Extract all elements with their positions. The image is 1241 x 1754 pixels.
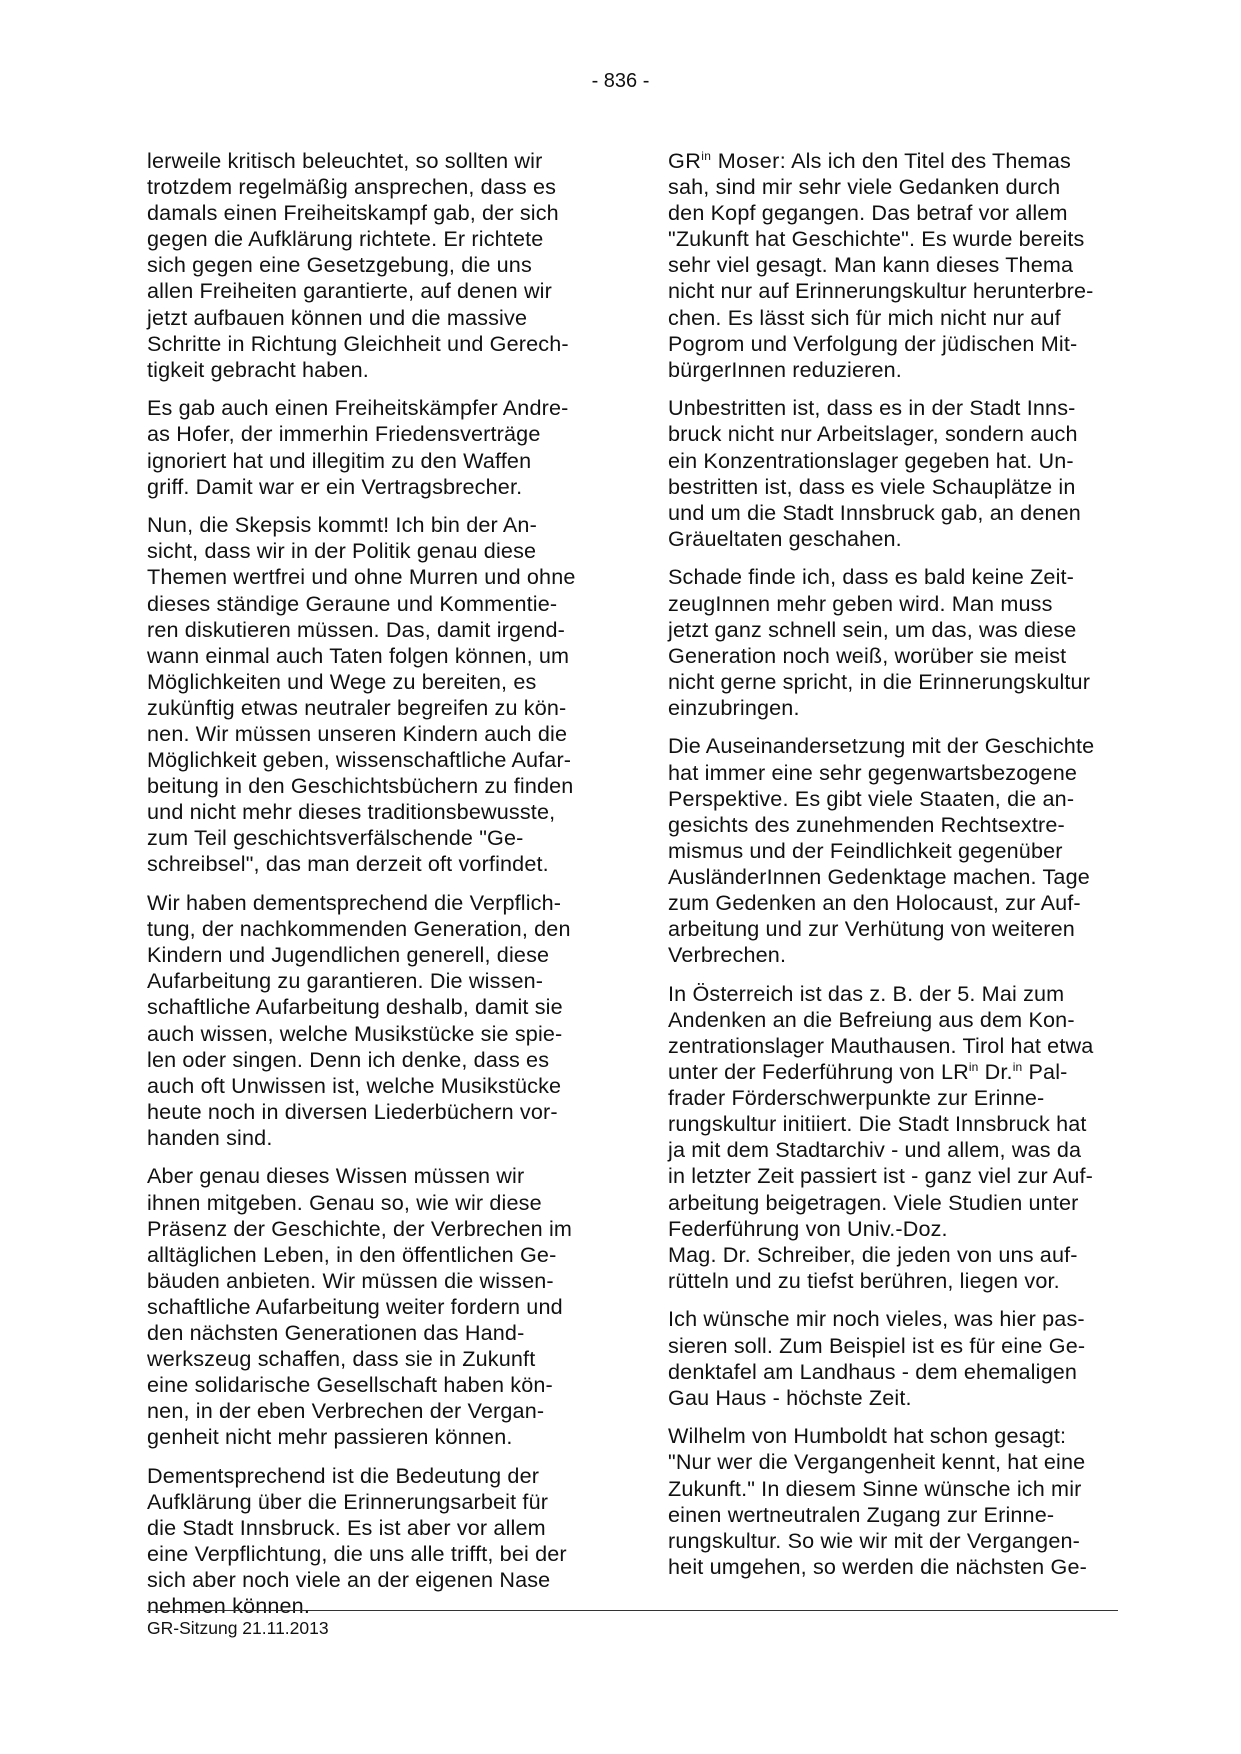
paragraph	[668, 395, 1123, 552]
paragraph-line: sehr viel gesagt. Man kann dieses Thema	[668, 252, 1074, 278]
paragraph-line: schreibsel", das man derzeit oft vorfindet.	[147, 851, 549, 877]
right-column	[668, 148, 1123, 1592]
paragraph-line: schaftliche Aufarbeitung deshalb, damit sie	[147, 994, 563, 1020]
paragraph-line: nicht gerne spricht, in die Erinnerungskultur	[668, 668, 1091, 694]
paragraph	[668, 1306, 1123, 1410]
paragraph-line: eine Verpflichtung, die uns alle trifft, bei der	[147, 1541, 567, 1567]
paragraph-line: zentrationslager Mauthausen. Tirol hat etwa	[668, 1033, 1094, 1058]
paragraph-line: den nächsten Generationen das Hand-	[147, 1320, 525, 1346]
paragraph-line: Schade finde ich, dass es bald keine Zeit-	[668, 564, 1075, 590]
paragraph	[147, 148, 602, 383]
paragraph	[147, 1463, 602, 1620]
paragraph-line: jetzt ganz schnell sein, um das, was diese	[668, 616, 1077, 642]
austria-paragraph	[668, 981, 1123, 1294]
paragraph-line: Dementsprechend ist die Bedeutung der	[147, 1463, 540, 1488]
paragraph-line: ihnen mitgeben. Genau so, wie wir diese	[147, 1189, 542, 1215]
paragraph	[147, 395, 602, 499]
paragraph-line: Aufklärung über die Erinnerungsarbeit für	[147, 1489, 549, 1515]
paragraph-line: Nun, die Skepsis kommt! Ich bin der An-	[147, 512, 537, 538]
paragraph-line: trotzdem regelmäßig ansprechen, dass es	[147, 174, 557, 200]
paragraph-line: gesichts des zunehmenden Rechtsextre-	[668, 811, 1065, 837]
paragraph-line: chen. Es lässt sich für mich nicht nur auf	[668, 304, 1061, 330]
paragraph-line: bürgerInnen reduzieren.	[668, 356, 902, 382]
paragraph-line: hat immer eine sehr gegenwartsbezogene	[668, 759, 1078, 785]
paragraph-line: Federführung von Univ.-Doz.	[668, 1215, 948, 1241]
paragraph-line	[668, 148, 1123, 174]
lr-sup: in	[968, 1060, 979, 1075]
paragraph-line: zum Teil geschichtsverfälschende "Ge-	[147, 825, 524, 851]
paragraph-line: Mag. Dr. Schreiber, die jeden von uns auf-	[668, 1241, 1078, 1267]
paragraph-line: arbeitung und zur Verhütung von weiteren	[668, 916, 1075, 942]
paragraph-line: bestritten ist, dass es viele Schauplätze in	[668, 473, 1076, 499]
paragraph-line: Möglichkeit geben, wissenschaftliche Aufar-	[147, 747, 572, 773]
dr-sup: in	[1012, 1060, 1023, 1075]
paragraph-line: Wilhelm von Humboldt hat schon gesagt:	[668, 1423, 1067, 1449]
footer-session: GR-Sitzung 21.11.2013	[147, 1618, 329, 1638]
paragraph-line: Themen wertfrei und ohne Murren und ohne	[147, 564, 576, 590]
paragraph-line: nen. Wir müssen unseren Kindern auch die	[147, 720, 568, 746]
paragraph-line: Andenken an die Befreiung aus dem Kon-	[668, 1006, 1075, 1032]
paragraph-line: Gau Haus - höchste Zeit.	[668, 1384, 912, 1410]
speaker-title: GR	[668, 148, 702, 173]
speaker-line-rest: Als ich den Titel des Themas	[786, 148, 1071, 173]
paragraph-line: tung, der nachkommenden Generation, den	[147, 916, 571, 942]
paragraph-line: damals einen Freiheitskampf gab, der sich	[147, 200, 559, 226]
paragraph-line: Kindern und Jugendlichen generell, diese	[147, 942, 550, 968]
paragraph-line: sah, sind mir sehr viele Gedanken durch	[668, 174, 1061, 200]
left-column	[147, 148, 602, 1632]
footer-divider	[147, 1610, 1118, 1611]
speaker-name: Moser:	[711, 148, 787, 173]
paragraph-line: nen, in der eben Verbrechen der Vergan-	[147, 1398, 545, 1424]
paragraph-line: rütteln und zu tiefst berühren, liegen vor.	[668, 1267, 1060, 1293]
paragraph-line: Generation noch weiß, worüber sie meist	[668, 642, 1067, 668]
paragraph-line: sicht, dass wir in der Politik genau diese	[147, 538, 537, 564]
paragraph-line: denktafel am Landhaus - dem ehemaligen	[668, 1358, 1078, 1384]
paragraph-line: zeugInnen mehr geben wird. Man muss	[668, 590, 1053, 616]
paragraph-line: zukünftig etwas neutraler begreifen zu kön-	[147, 694, 567, 720]
paragraph-line: und um die Stadt Innsbruck gab, an denen	[668, 499, 1081, 525]
dr-text: Dr.	[978, 1059, 1013, 1085]
paragraph-line: rungskultur. So wie wir mit der Vergangen-	[668, 1527, 1080, 1553]
paragraph-line: handen sind.	[147, 1124, 273, 1150]
paragraph-line: auch wissen, welche Musikstücke sie spie-	[147, 1020, 563, 1046]
paragraph-line: Präsenz der Geschichte, der Verbrechen im	[147, 1215, 573, 1241]
paragraph-line: ignoriert hat und illegitim zu den Waffen	[147, 447, 532, 473]
paragraph-line: Zukunft." In diesem Sinne wünsche ich mir	[668, 1475, 1082, 1501]
paragraph-line: werkszeug schaffen, dass sie in Zukunft	[147, 1346, 536, 1372]
paragraph-line: und nicht mehr dieses traditionsbewusste,	[147, 799, 556, 825]
paragraph-line: beitung in den Geschichtsbüchern zu finden	[147, 773, 574, 799]
paragraph-line: "Zukunft hat Geschichte". Es wurde bereits	[668, 226, 1085, 252]
paragraph-line: heit umgehen, so werden die nächsten Ge-	[668, 1553, 1087, 1579]
paragraph-line: ren diskutieren müssen. Das, damit irgend-	[147, 616, 565, 642]
paragraph-line: frader Förderschwerpunkte zur Erinne-	[668, 1085, 1045, 1111]
paragraph-line: "Nur wer die Vergangenheit kennt, hat eine	[668, 1449, 1086, 1475]
paragraph	[668, 564, 1123, 721]
paragraph-line: AusländerInnen Gedenktage machen. Tage	[668, 863, 1090, 889]
paragraph-line: jetzt aufbauen können und die massive	[147, 304, 528, 330]
paragraph-line: nehmen können.	[147, 1593, 310, 1619]
paragraph-line: die Stadt Innsbruck. Es ist aber vor allem	[147, 1515, 546, 1541]
paragraph-line: Gräueltaten geschahen.	[668, 525, 902, 551]
paragraph	[668, 1423, 1123, 1580]
paragraph-line: Ich wünsche mir noch vieles, was hier pas-	[668, 1306, 1085, 1332]
paragraph-line: rungskultur initiiert. Die Stadt Innsbruck hat	[668, 1111, 1087, 1137]
paragraph-line: lerweile kritisch beleuchtet, so sollten wir	[147, 148, 543, 173]
paragraph-line: Aber genau dieses Wissen müssen wir	[147, 1163, 525, 1189]
paragraph-line: wann einmal auch Taten folgen können, um	[147, 642, 570, 668]
lr-prefix: unter der Federführung von LR	[668, 1059, 969, 1085]
paragraph-line: Wir haben dementsprechend die Verpflich-	[147, 890, 562, 916]
paragraph-line: den Kopf gegangen. Das betraf vor allem	[668, 200, 1068, 226]
paragraph-line: schaftliche Aufarbeitung weiter fordern und	[147, 1293, 563, 1319]
page-number: - 836 -	[591, 70, 650, 92]
paragraph-line: bäuden anbieten. Wir müssen die wissen-	[147, 1267, 554, 1293]
paragraph-line: arbeitung beigetragen. Viele Studien unter	[668, 1189, 1079, 1215]
paragraph-line	[668, 1059, 1123, 1085]
paragraph-line: Schritte in Richtung Gleichheit und Gerech-	[147, 330, 569, 356]
paragraph	[147, 1163, 602, 1450]
paragraph-line: gegen die Aufklärung richtete. Er richtete	[147, 226, 544, 252]
paragraph-line: einen wertneutralen Zugang zur Erinne-	[668, 1501, 1055, 1527]
paragraph-line: Möglichkeiten und Wege zu bereiten, es	[147, 668, 537, 694]
paragraph-line: Perspektive. Es gibt viele Staaten, die an-	[668, 785, 1075, 811]
paragraph-line: len oder singen. Denn ich denke, dass es	[147, 1046, 550, 1072]
paragraph-line: alltäglichen Leben, in den öffentlichen Ge-	[147, 1241, 557, 1267]
paragraph-line: Unbestritten ist, dass es in der Stadt Inns-	[668, 395, 1076, 421]
paragraph-line: bruck nicht nur Arbeitslager, sondern auch	[668, 421, 1078, 447]
paragraph-line: griff. Damit war er ein Vertragsbrecher.	[147, 473, 523, 499]
paragraph-line: sich gegen eine Gesetzgebung, die uns	[147, 252, 532, 278]
paragraph-line: einzubringen.	[668, 694, 800, 720]
paragraph-line: Pogrom und Verfolgung der jüdischen Mit-	[668, 330, 1078, 356]
lr-suffix: Pal-	[1022, 1059, 1068, 1085]
moser-intro-paragraph	[668, 148, 1123, 383]
paragraph-line: Es gab auch einen Freiheitskämpfer Andre-	[147, 395, 569, 421]
paragraph-line: sieren soll. Zum Beispiel ist es für eine Ge-	[668, 1332, 1086, 1358]
paragraph-line: genheit nicht mehr passieren können.	[147, 1424, 513, 1450]
paragraph-line: allen Freiheiten garantierte, auf denen wir	[147, 278, 552, 304]
paragraph-line: zum Gedenken an den Holocaust, zur Auf-	[668, 890, 1081, 916]
paragraph-line: Aufarbeitung zu garantieren. Die wissen-	[147, 968, 544, 994]
paragraph-line: In Österreich ist das z. B. der 5. Mai zum	[668, 980, 1065, 1006]
paragraph-line: as Hofer, der immerhin Friedensverträge	[147, 421, 541, 447]
paragraph-line: eine solidarische Gesellschaft haben kön-	[147, 1372, 553, 1398]
paragraph	[147, 512, 602, 877]
paragraph	[668, 733, 1123, 968]
paragraph-line: dieses ständige Geraune und Kommentie-	[147, 590, 558, 616]
speaker-title-sup: in	[701, 149, 712, 163]
paragraph	[147, 890, 602, 1151]
paragraph-line: Die Auseinandersetzung mit der Geschichte	[668, 733, 1095, 759]
paragraph-line: auch oft Unwissen ist, welche Musikstücke	[147, 1072, 562, 1098]
paragraph-line: Verbrechen.	[668, 942, 787, 968]
speaker-label	[668, 148, 786, 173]
paragraph-line: mismus und der Feindlichkeit gegenüber	[668, 837, 1063, 863]
paragraph-line: nicht nur auf Erinnerungskultur herunterbre-	[668, 278, 1094, 304]
paragraph-line: ja mit dem Stadtarchiv - und allem, was da	[668, 1137, 1082, 1163]
paragraph-line: ein Konzentrationslager gegeben hat. Un-	[668, 447, 1074, 473]
paragraph-line: sich aber noch viele an der eigenen Nase	[147, 1567, 551, 1593]
paragraph-line: tigkeit gebracht haben.	[147, 356, 369, 382]
paragraph-line: in letzter Zeit passiert ist - ganz viel zur Auf-	[668, 1163, 1093, 1189]
paragraph-line: heute noch in diversen Liederbüchern vor-	[147, 1098, 558, 1124]
